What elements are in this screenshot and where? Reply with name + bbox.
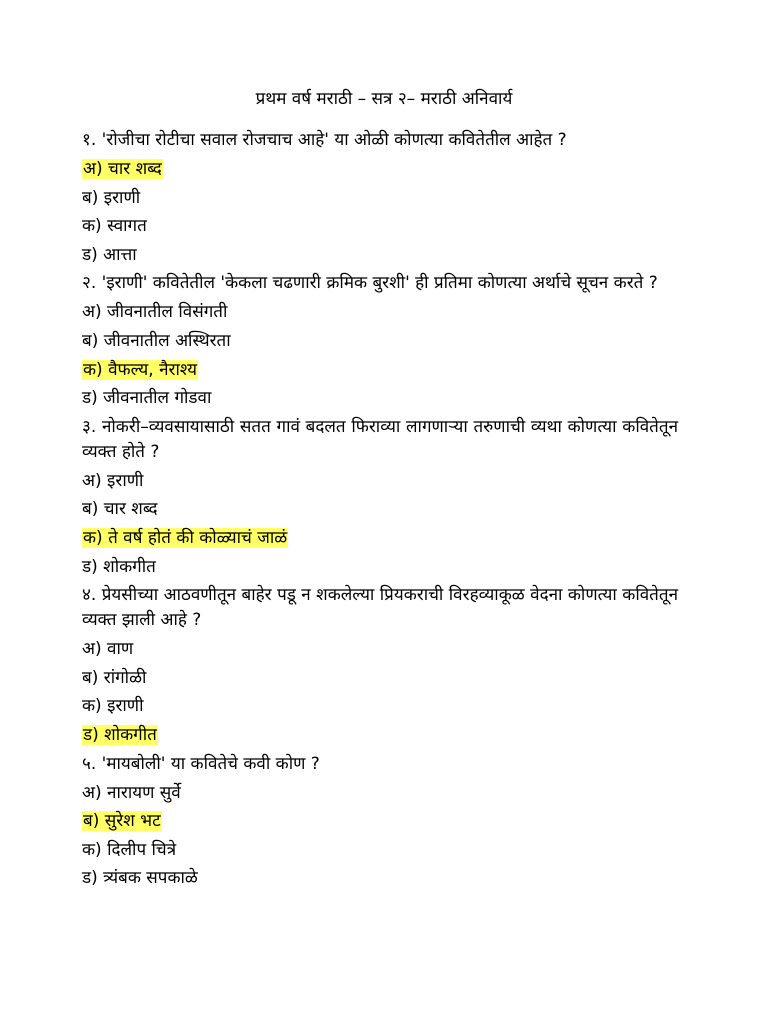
option-item: [82, 155, 678, 184]
option-item: अ) जीवनातील विसंगती: [82, 302, 228, 323]
question-block: [82, 415, 678, 581]
correct-answer-highlight: अ) चार शब्द: [83, 159, 162, 179]
correct-answer-highlight: ब) सुरेश भट: [83, 811, 161, 832]
question-text: ३. नोकरी–व्यवसायासाठी सतत गावं बदलत फिराव्या लागणाऱ्या तरुणाची व्यथा कोणत्या कवितेतून व्यक्त होते ?: [82, 416, 678, 462]
option-item: [82, 356, 678, 385]
option-item: ब) इराणी: [82, 187, 141, 208]
option-item: क) इराणी: [82, 696, 144, 717]
question-block: [82, 271, 678, 412]
option-item: [82, 524, 678, 553]
option-item: ब) जीवनातील अस्थिरता: [82, 330, 231, 351]
question-list: [82, 126, 678, 893]
question-text: ४. प्रेयसीच्या आठवणीतून बाहेर पडू न शकलेल्या प्रियकराची विरहव्याकूळ वेदना कोणत्या कवितेतून व्यक्त झाली आहे ?: [82, 585, 678, 631]
option-item: ब) चार शब्द: [82, 499, 158, 520]
option-item: अ) नारायण सुर्वे: [82, 782, 181, 803]
question-text: ५. 'मायबोली' या कवितेचे कवी कोण ?: [82, 753, 320, 774]
question-block: [82, 752, 678, 893]
question-text: १. 'रोजीचा रोटीचा सवाल रोजचाच आहे' या ओळी कोणत्या कवितेतील आहेत ?: [82, 130, 567, 150]
option-item: [82, 807, 678, 836]
option-item: क) स्वागत: [82, 216, 147, 237]
question-block: [82, 583, 678, 749]
option-item: ड) शोकगीत: [82, 556, 156, 577]
question-block: [82, 128, 678, 269]
option-item: अ) वाण: [82, 639, 134, 660]
option-item: [82, 721, 678, 750]
question-text: २. 'इराणी' कवितेतील 'केकला चढणारी क्रमिक बुरशी' ही प्रतिमा कोणत्या अर्थाचे सूचन करते ?: [82, 273, 658, 294]
option-item: अ) इराणी: [82, 470, 144, 491]
option-item: ड) त्र्यंबक सपकाळे: [82, 868, 198, 889]
correct-answer-highlight: ड) शोकगीत: [83, 724, 157, 745]
option-item: ड) आत्ता: [82, 244, 137, 265]
correct-answer-highlight: क) ते वर्ष होतं की कोळ्याचं जाळं: [83, 527, 288, 548]
option-item: ड) जीवनातील गोडवा: [82, 388, 212, 409]
correct-answer-highlight: क) वैफल्य, नैराश्य: [83, 359, 197, 380]
document-title: प्रथम वर्ष मराठी – सत्र २– मराठी अनिवार्य: [255, 89, 513, 109]
option-item: क) दिलीप चित्रे: [82, 839, 177, 860]
option-item: ब) रांगोळी: [82, 667, 147, 688]
